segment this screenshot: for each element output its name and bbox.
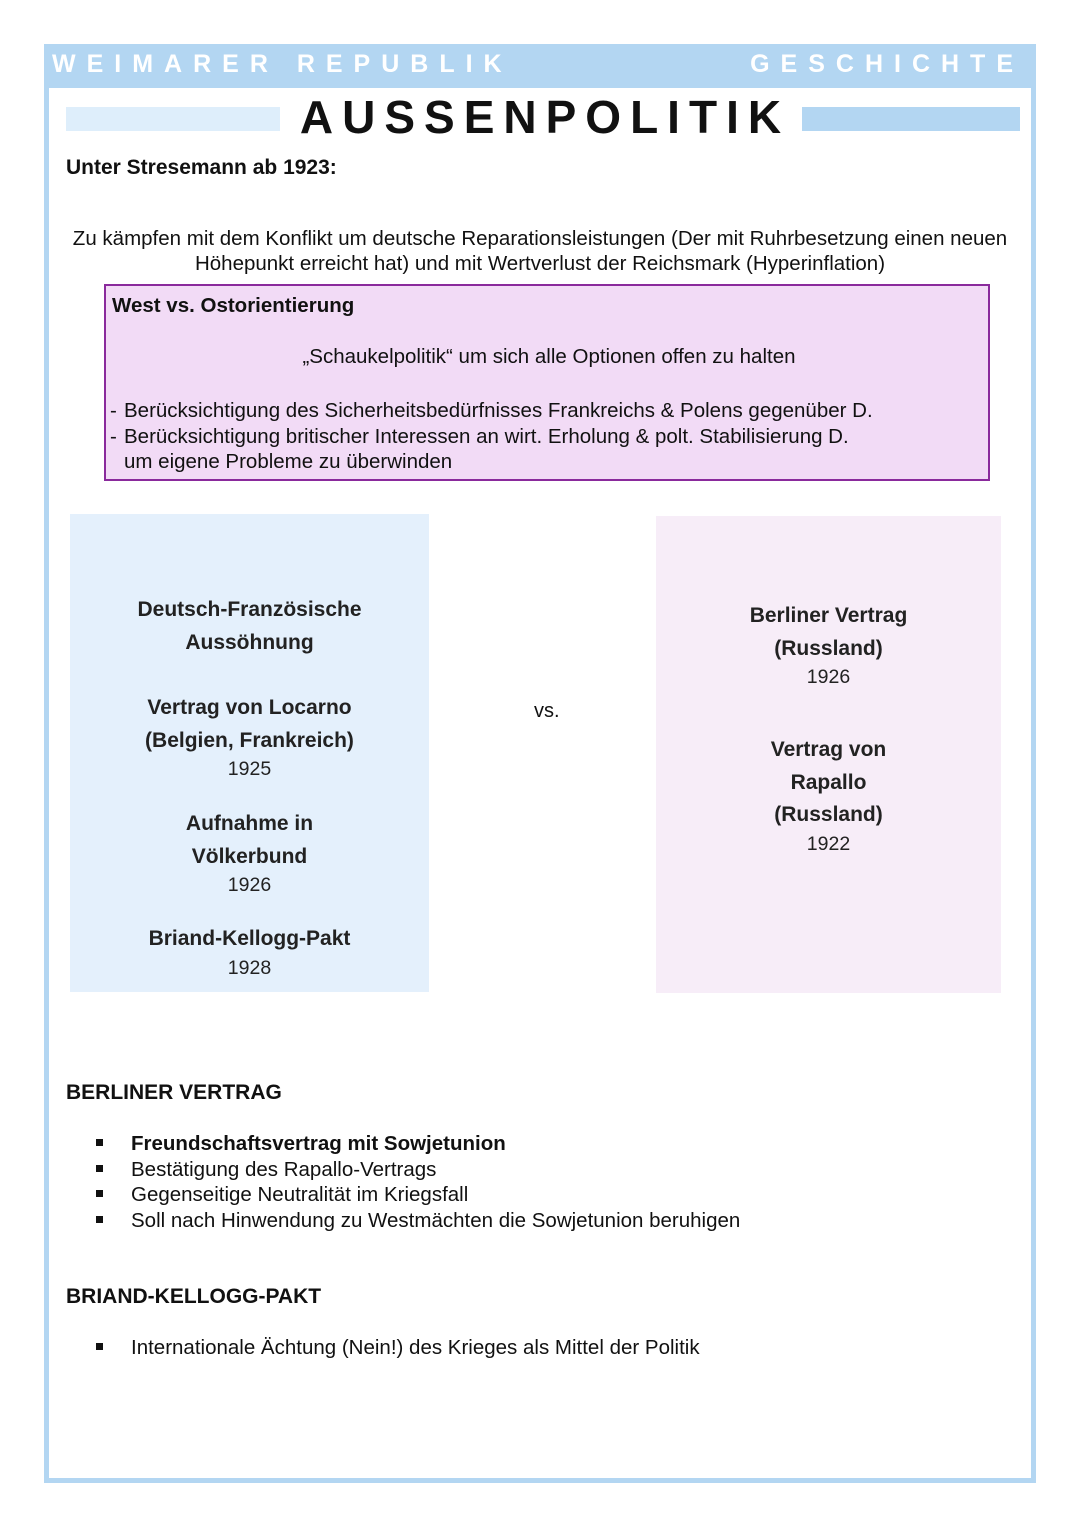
list-item-text: Berücksichtigung des Sicherheitsbedürfnisses Frankreichs & Polens gegenüber D. bbox=[124, 399, 873, 422]
dash-marker: - bbox=[110, 399, 117, 422]
west-item-aussoehnung bbox=[70, 594, 429, 659]
header-right-label: GESCHICHTE bbox=[750, 50, 1024, 78]
vs-label: vs. bbox=[534, 700, 560, 722]
east-item-berliner-vertrag bbox=[656, 600, 1001, 689]
orientation-box-title: West vs. Ostorientierung bbox=[112, 294, 355, 317]
berliner-vertrag-list bbox=[96, 1131, 740, 1233]
west-item-year: 1926 bbox=[227, 874, 272, 896]
west-item-locarno bbox=[70, 692, 429, 781]
title-decoration-right bbox=[802, 107, 1020, 131]
list-item bbox=[96, 1182, 740, 1208]
orientation-box-list bbox=[110, 398, 970, 475]
west-item-name: Deutsch-Französische Aussöhnung bbox=[137, 598, 362, 654]
west-item-name: Aufnahme in Völkerbund bbox=[185, 812, 314, 868]
square-bullet-icon bbox=[96, 1165, 103, 1172]
list-item-text: Gegenseitige Neutralität im Kriegsfall bbox=[131, 1183, 469, 1206]
header-bar bbox=[44, 44, 1036, 88]
west-item-briand-kellogg bbox=[70, 923, 429, 980]
list-item-text: Bestätigung des Rapallo-Vertrags bbox=[131, 1157, 437, 1181]
title-decoration-left bbox=[66, 107, 280, 131]
list-item bbox=[96, 1131, 740, 1157]
orientation-box bbox=[104, 284, 990, 481]
square-bullet-icon bbox=[96, 1216, 103, 1223]
east-item-rapallo bbox=[656, 734, 1001, 856]
list-item bbox=[96, 1208, 740, 1234]
header-left-label: WEIMARER REPUBLIK bbox=[52, 50, 513, 78]
page-title: AUSSENPOLITIK bbox=[299, 91, 791, 143]
berliner-vertrag-heading: BERLINER VERTRAG bbox=[66, 1081, 282, 1104]
west-item-year: 1925 bbox=[227, 758, 272, 780]
list-item bbox=[96, 1157, 740, 1183]
list-item bbox=[110, 398, 970, 424]
square-bullet-icon bbox=[96, 1190, 103, 1197]
east-item-name: Berliner Vertrag (Russland) bbox=[749, 604, 908, 660]
west-item-name: Briand-Kellogg-Pakt bbox=[148, 927, 351, 950]
east-item-year: 1922 bbox=[806, 832, 851, 855]
dash-marker: - bbox=[110, 424, 117, 448]
east-column bbox=[656, 516, 1001, 993]
list-item bbox=[96, 1335, 700, 1361]
west-column bbox=[70, 514, 429, 992]
orientation-box-center: „Schaukelpolitik“ um sich alle Optionen offen zu halten bbox=[302, 345, 796, 368]
briand-kellogg-heading: BRIAND-KELLOGG-PAKT bbox=[66, 1285, 322, 1308]
list-item bbox=[110, 424, 970, 475]
intro-paragraph: Zu kämpfen mit dem Konflikt um deutsche Reparationsleistungen (Der mit Ruhrbesetzung einen neuen Höhepunkt erreicht hat) und mit Wertverlust der Reichsmark (Hyperinflation) bbox=[72, 227, 1008, 275]
west-item-voelkerbund bbox=[70, 808, 429, 897]
list-item-text: Berücksichtigung britischer Interessen an wirt. Erholung & polt. Stabilisierung D. um eigene Probleme zu überwinden bbox=[124, 424, 849, 473]
square-bullet-icon bbox=[96, 1139, 103, 1146]
east-item-name: Vertrag von Rapallo (Russland) bbox=[770, 738, 887, 826]
west-item-year: 1928 bbox=[227, 956, 272, 979]
square-bullet-icon bbox=[96, 1343, 103, 1350]
briand-kellogg-list bbox=[96, 1335, 700, 1361]
subheading: Unter Stresemann ab 1923: bbox=[66, 156, 337, 179]
list-item-text: Freundschaftsvertrag mit Sowjetunion bbox=[131, 1132, 506, 1155]
list-item-text: Internationale Ächtung (Nein!) des Krieges als Mittel der Politik bbox=[131, 1336, 700, 1359]
west-item-name: Vertrag von Locarno (Belgien, Frankreich) bbox=[145, 696, 354, 752]
east-item-year: 1926 bbox=[806, 666, 851, 688]
list-item-text: Soll nach Hinwendung zu Westmächten die Sowjetunion beruhigen bbox=[131, 1208, 741, 1232]
